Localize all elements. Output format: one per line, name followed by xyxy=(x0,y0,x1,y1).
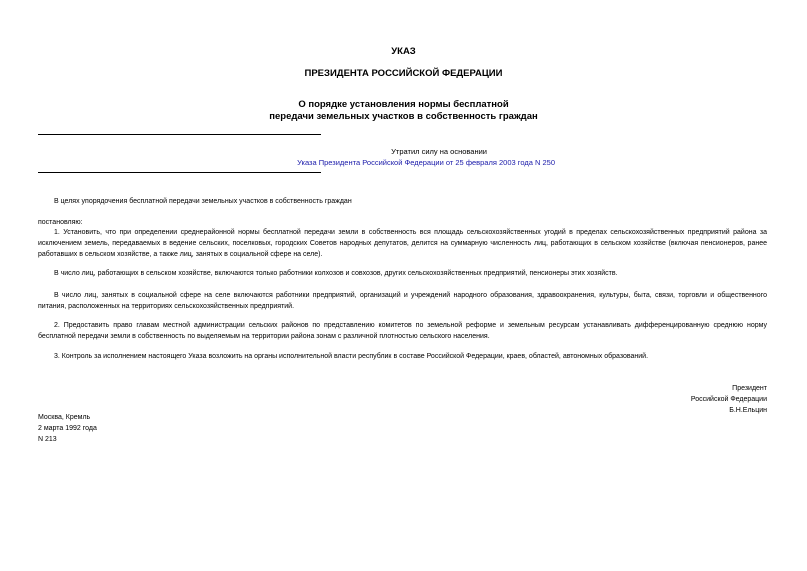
divider-bottom xyxy=(38,172,321,173)
issue-date: 2 марта 1992 года xyxy=(38,425,97,432)
intro-paragraph: В целях упорядочения бесплатной передачи земельных участков в собственность граждан xyxy=(54,198,352,205)
lost-force-note: Утратил силу на основании xyxy=(391,147,487,156)
paragraph-1b: В число лиц, занятых в социальной сфере на селе включаются работники предприятий, организаций и учреждений народного образования, здравоохранения, культуры, быта, связи, торговли и общественного питания, расположенных на территориях сельскохозяйственных предприятий. xyxy=(38,292,767,310)
issue-place: Москва, Кремль xyxy=(38,414,91,421)
paragraph-2: 2. Предоставить право главам местной администрации сельских районов по представлению комитетов по земельной реформе и земельным ресурсам устанавливать дифференцированную среднюю норму бесплатной передачи земли в собственность по выделяемым на территории района зонам с различной плотностью сельского населения. xyxy=(38,322,767,340)
signature-position: Президент xyxy=(732,385,767,392)
divider-top xyxy=(38,134,321,135)
lost-force-link[interactable]: Указа Президента Российской Федерации от 25 февраля 2003 года N 250 xyxy=(297,158,555,167)
issue-details xyxy=(38,412,97,445)
decree-word: постановляю: xyxy=(38,219,83,226)
paragraph-3: 3. Контроль за исполнением настоящего Указа возложить на органы исполнительной власти республик в составе Российской Федерации, краев, областей, автономных образований. xyxy=(54,353,649,360)
issue-number: N 213 xyxy=(38,436,57,443)
heading-line-1: О порядке установления нормы бесплатной xyxy=(298,99,509,110)
paragraph-1a: В число лиц, работающих в сельском хозяйстве, включаются только работники колхозов и совхозов, других сельскохозяйственных предприятий, пенсионеры этих хозяйств. xyxy=(54,270,618,277)
signature-name: Б.Н.Ельцин xyxy=(729,407,767,414)
issuer-title: ПРЕЗИДЕНТА РОССИЙСКОЙ ФЕДЕРАЦИИ xyxy=(304,68,503,79)
decree-title: УКАЗ xyxy=(391,46,416,57)
signature-block xyxy=(691,383,767,416)
signature-organization: Российской Федерации xyxy=(690,396,767,403)
paragraph-1: 1. Установить, что при определении среднерайонной нормы бесплатной передачи земли в собственность вся площадь сельскохозяйственных угодий в пределах сельскохозяйственных предприятий района за исключением земель, передаваемых в ведение сельских, поселковых, городских Советов народных депутатов, делится на суммарную численность лиц, работающих в сельском хозяйстве (включая пенсионеров, ранее работавших в сельском хозяйстве, а также лиц, занятых в социальной сфере на селе). xyxy=(38,229,767,258)
heading-line-2: передачи земельных участков в собственность граждан xyxy=(269,111,538,122)
